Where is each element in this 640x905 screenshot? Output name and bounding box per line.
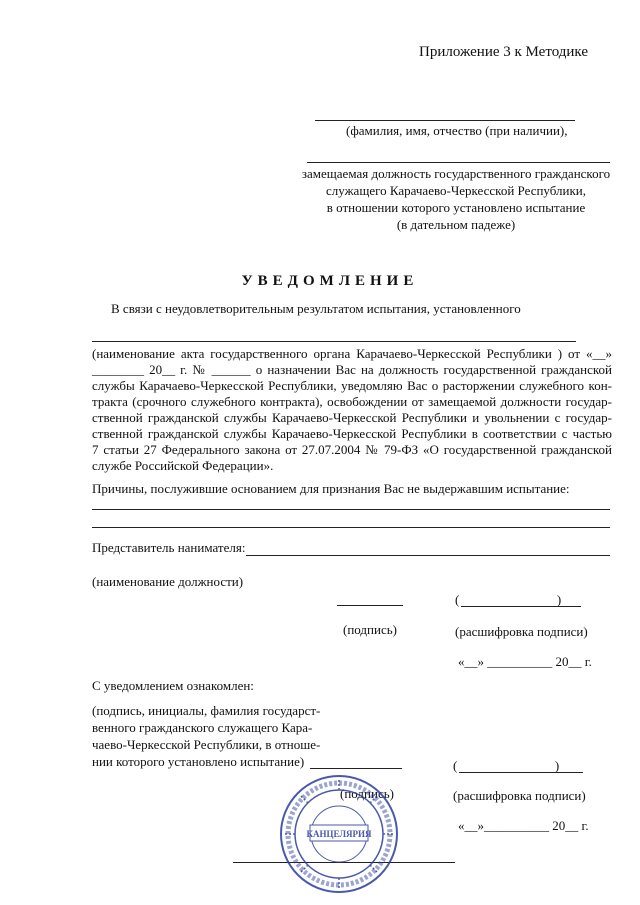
intro-text: В связи с неудовлетворительным результатом испытания, установленного xyxy=(111,301,521,316)
reasons-line-2 xyxy=(92,527,610,528)
document-title: УВЕДОМЛЕНИЕ xyxy=(241,273,419,289)
act-name-line xyxy=(92,341,576,342)
addressee-name-line xyxy=(315,120,575,121)
employer-label: Представитель нанимателя: xyxy=(92,540,246,555)
acknowledged-date: «__»__________ 20__ г. xyxy=(458,818,589,833)
employer-decoding-line xyxy=(461,606,581,607)
addressee-position-caption: замещаемая должность государственного гражданского служащего Карачаево-Черкесской Республики, в отношении которого установлено испытание (в дательном падеже) xyxy=(301,166,611,232)
reasons-label: Причины, послужившие основанием для признания Вас не выдержавшим испытание: xyxy=(92,481,570,496)
acknowledged-decoding-line xyxy=(459,772,583,773)
acknowledged-decoding-caption: (расшифровка подписи) xyxy=(453,788,586,803)
acknowledged-label: С уведомлением ознакомлен: xyxy=(92,678,254,693)
body-line-1: (наименование акта государственного органа Карачаево-Черкесской Республики ) от «__» xyxy=(92,346,612,361)
addressee-name-caption: (фамилия, имя, отчество (при наличии), xyxy=(346,123,568,138)
body-line-7: 7 статьи 27 Федерального закона от 27.07.2004 № 79-ФЗ «О государственной гражданской xyxy=(92,442,612,457)
acknowledged-signature-line xyxy=(310,768,402,769)
employer-decoding-caption: (расшифровка подписи) xyxy=(455,624,588,639)
body-line-3: службы Карачаево-Черкесской Республики, уведомляю Вас о расторжении служебного кон- xyxy=(92,378,612,393)
employer-position-caption: (наименование должности) xyxy=(92,574,244,589)
body-line-6: ственной гражданской службы Карачаево-Черкесской Республики в соответствии с частью xyxy=(92,426,612,441)
acknowledged-caption: (подпись, инициалы, фамилия государст- венного гражданского служащего Кара- чаево-Черкесской Республики, в отноше- нии которого установлено испытание) xyxy=(92,703,321,769)
body-line-2: ________ 20__ г. № ______ о назначении Вас на должность государственной гражданской xyxy=(92,362,612,377)
acknowledged-decoding-bracket: ( ) xyxy=(453,758,560,773)
reasons-line-1 xyxy=(92,509,610,510)
employer-signature-line xyxy=(337,605,403,606)
employer-decoding-bracket: ( ) xyxy=(455,592,562,607)
addressee-position-line xyxy=(307,162,610,163)
acknowledged-signature-caption: (подпись) xyxy=(340,786,394,801)
stamp-center-text: КАНЦЕЛЯРИЯ xyxy=(306,829,372,839)
body-line-4: тракта (срочного служебного контракта), освобождении от замещаемой должности государ- xyxy=(92,394,612,409)
employer-line xyxy=(246,555,610,556)
office-stamp xyxy=(277,772,401,896)
body-line-8: службе Российской Федерации». xyxy=(92,458,274,473)
employer-date: «__» __________ 20__ г. xyxy=(458,654,592,669)
appendix-label: Приложение 3 к Методике xyxy=(419,44,588,60)
employer-signature-caption: (подпись) xyxy=(343,622,397,637)
body-line-5: ственной гражданской службы Карачаево-Черкесской Республики и увольнении с государ- xyxy=(92,410,612,425)
